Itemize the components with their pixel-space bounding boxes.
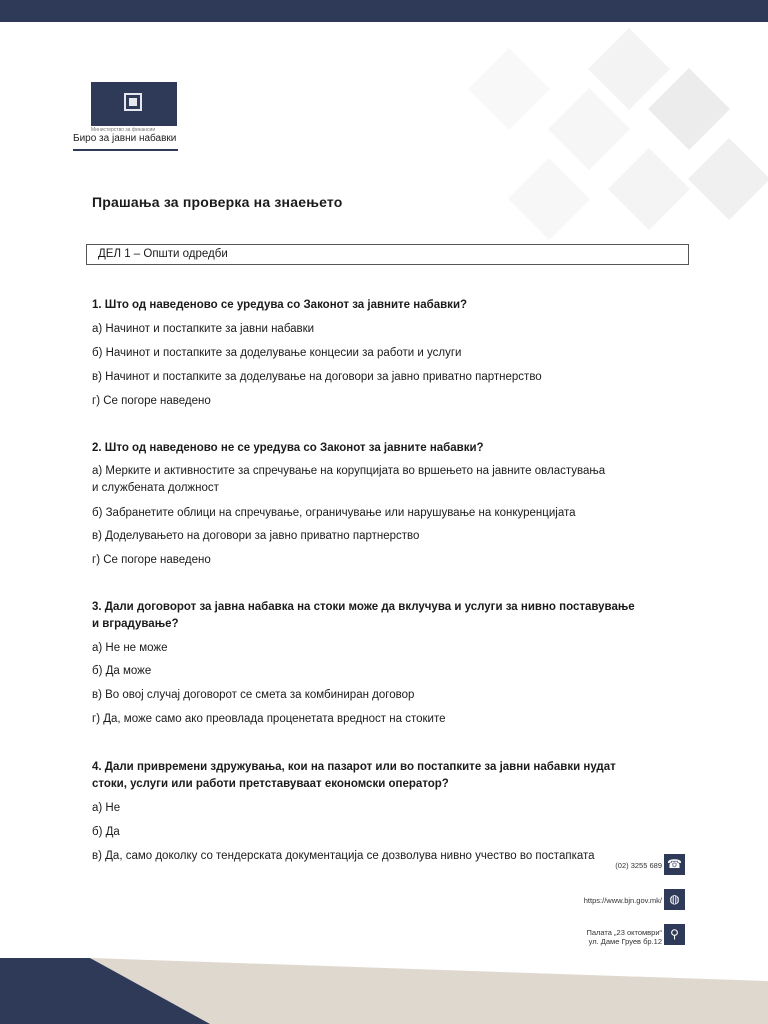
contact-website[interactable]: https://www.bjn.gov.mk/ [583, 896, 662, 905]
logo-name: Биро за јавни набавки [73, 133, 177, 144]
answer-2c: в) Доделувањето на договори за јавно приватно партнерство [92, 530, 420, 542]
question-3-line-2: и вградување? [92, 618, 179, 630]
contact-phone: (02) 3255 689 [615, 861, 662, 870]
logo-ministry-text: Министерство за финансии [91, 127, 156, 133]
section-title: ДЕЛ 1 – Општи одредби [98, 248, 228, 260]
answer-1b: б) Начинот и постапките за доделување концесии за работи и услуги [92, 347, 462, 359]
answer-2a: а) Мерките и активностите за спречување на корупцијата во вршењето на јавните овластувања [92, 465, 606, 477]
contact-address-line-1: Палата „23 октомври“ [586, 928, 662, 937]
answer-1d: г) Се погоре наведено [92, 395, 211, 407]
answer-3d: г) Да, може само ако преовлада проценетата вредност на стоките [92, 713, 446, 725]
section-header [86, 244, 689, 265]
answer-3b: б) Да може [92, 665, 152, 677]
decor-diamond [508, 158, 590, 240]
question-4-line-1: 4. Дали привремени здружувања, кои на пазарот или во постапките за јавни набавки нудат [92, 761, 616, 773]
question-4-line-2: стоки, услуги или работи претставуваат економски оператор? [92, 778, 449, 790]
answer-3a: а) Не не може [92, 642, 168, 654]
answer-4a: а) Не [92, 802, 121, 814]
answer-2a-cont: и службената должност [92, 482, 219, 494]
logo-emblem-icon [124, 93, 142, 111]
map-pin-icon: ⚲ [664, 924, 685, 945]
logo [91, 82, 177, 126]
answer-4c: в) Да, само доколку со тендерската документација се дозволува нивно учество во постапката [92, 850, 595, 862]
question-1: 1. Што од наведеново се уредува со Законот за јавните набавки? [92, 299, 468, 311]
decor-diamond [688, 138, 768, 220]
phone-icon: ☎ [664, 854, 685, 875]
answer-2b: б) Забранетите облици на спречување, ограничување или нарушување на конкуренцијата [92, 507, 576, 519]
decor-diamond [608, 148, 690, 230]
globe-icon: ◍ [664, 889, 685, 910]
answer-4b: б) Да [92, 826, 120, 838]
decor-diamond [548, 88, 630, 170]
document-title: Прашања за проверка на знаењето [92, 194, 343, 210]
decor-diamond [648, 68, 730, 150]
decor-diamond [468, 48, 550, 130]
question-2: 2. Што од наведеново не се уредува со Законот за јавните набавки? [92, 442, 484, 454]
question-3-line-1: 3. Дали договорот за јавна набавка на стоки може да вклучува и услуги за нивно поставување [92, 601, 635, 613]
contact-address-line-2: ул. Даме Груев бр.12 [588, 937, 662, 946]
answer-1a: а) Начинот и постапките за јавни набавки [92, 323, 315, 335]
answer-3c: в) Во овој случај договорот се смета за комбиниран договор [92, 689, 415, 701]
answer-2d: г) Се погоре наведено [92, 554, 211, 566]
top-bar [0, 0, 768, 22]
logo-underline [73, 149, 178, 151]
answer-1c: в) Начинот и постапките за доделување на договори за јавно приватно партнерство [92, 371, 542, 383]
